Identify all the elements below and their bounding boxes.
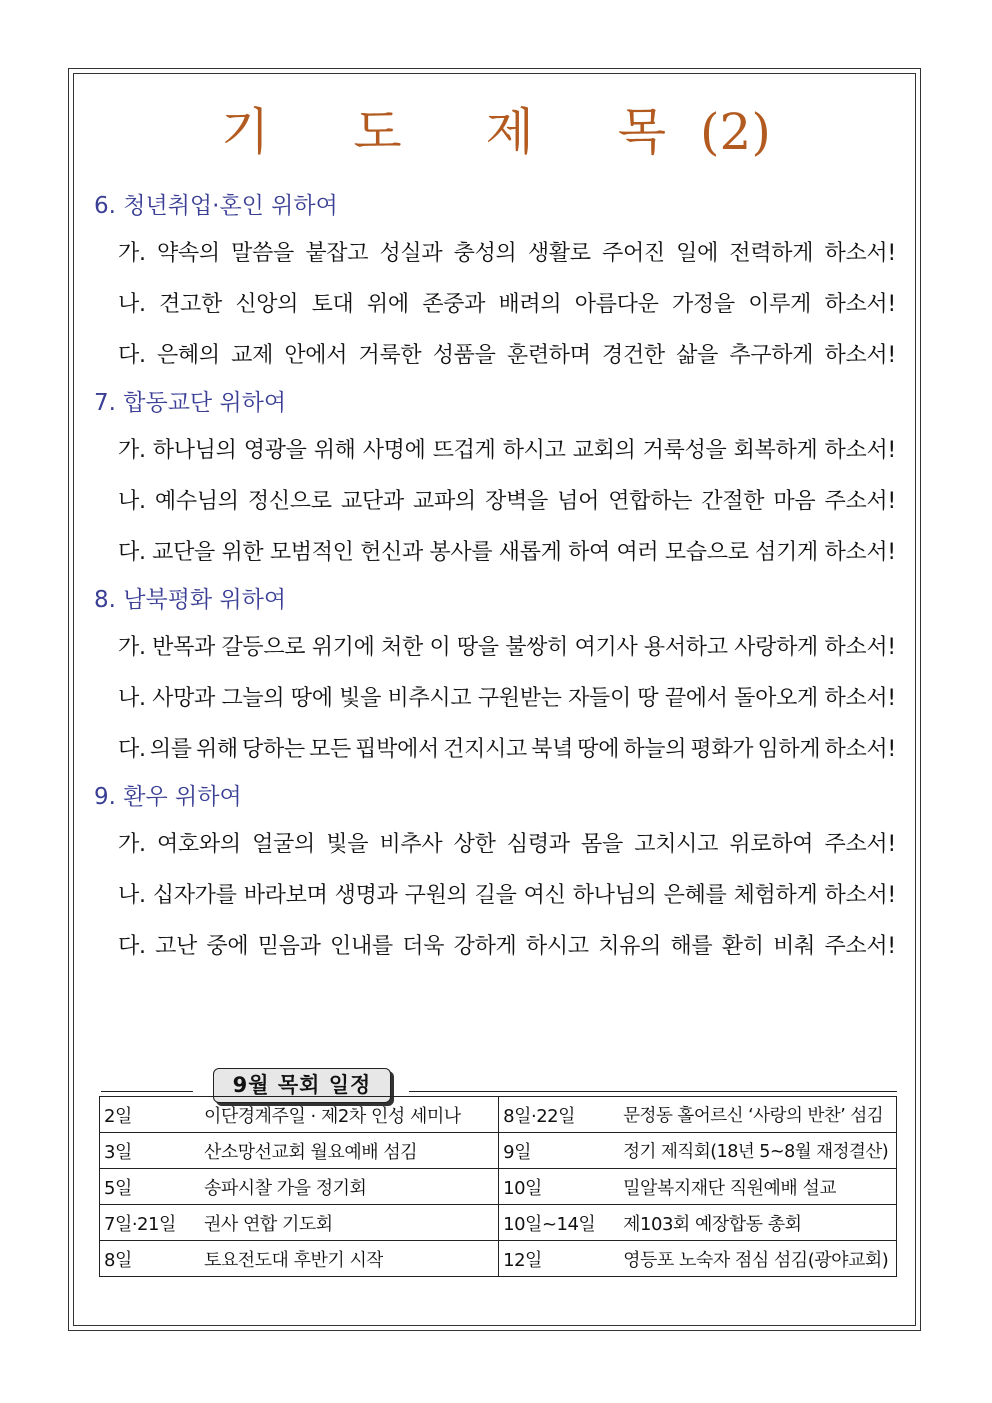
title-suffix: (2): [700, 103, 771, 161]
event-date: 9일: [503, 1141, 531, 1163]
event-name: 밀알복지재단 직원예배 설교: [623, 1177, 837, 1199]
schedule-cell: [100, 1133, 499, 1169]
divider: [101, 1091, 193, 1092]
prayer-item: 다. 고난 중에 믿음과 인내를 더욱 강하게 하시고 치유의 해를 환히 비춰 주소서!: [118, 934, 896, 959]
divider: [409, 1091, 897, 1092]
schedule-cell: [499, 1205, 897, 1241]
prayer-item: 다. 교단을 위한 모범적인 헌신과 봉사를 새롭게 하여 여러 모습으로 섬기게 하소서!: [118, 540, 896, 565]
table-row: [100, 1205, 897, 1241]
section-patients: [94, 775, 896, 972]
prayer-item: 나. 십자가를 바라보며 생명과 구원의 길을 여신 하나님의 은혜를 체험하게 하소서!: [118, 883, 896, 908]
event-name: 영등포 노숙자 점심 섬김(광야교회): [623, 1249, 889, 1271]
section-heading: 6. 청년취업·혼인 위하여: [94, 193, 338, 219]
page-title: [0, 92, 992, 164]
event-name: 토요전도대 후반기 시작: [204, 1249, 384, 1271]
prayer-item: 가. 여호와의 얼굴의 빛을 비추사 상한 심령과 몸을 고치시고 위로하여 주소서!: [118, 832, 896, 857]
section-heading: 9. 환우 위하여: [94, 784, 242, 810]
section-peace: [94, 578, 896, 775]
prayer-item: 다. 의를 위해 당하는 모든 핍박에서 건지시고 북녘 땅에 하늘의 평화가 임하게 하소서!: [118, 737, 896, 762]
section-heading: 7. 합동교단 위하여: [94, 390, 287, 416]
table-row: [100, 1133, 897, 1169]
event-date: 5일: [104, 1177, 132, 1199]
schedule-cell: [100, 1169, 499, 1205]
schedule-cell: [499, 1097, 897, 1133]
prayer-item: 가. 하나님의 영광을 위해 사명에 뜨겁게 하시고 교회의 거룩성을 회복하게 하소서!: [118, 438, 896, 463]
event-date: 7일·21일: [104, 1213, 176, 1235]
event-date: 8일: [104, 1249, 132, 1271]
event-name: 정기 제직회(18년 5~8월 재정결산): [623, 1142, 889, 1162]
prayer-item: 다. 은혜의 교제 안에서 거룩한 성품을 훈련하며 경건한 삶을 추구하게 하소서!: [118, 343, 896, 368]
prayer-item: 가. 약속의 말씀을 붙잡고 성실과 충성의 생활로 주어진 일에 전력하게 하소서!: [118, 241, 896, 266]
table-row: [100, 1241, 897, 1277]
schedule-label: 9월 목회 일정: [213, 1068, 391, 1103]
schedule-cell: [499, 1133, 897, 1169]
event-date: 10일: [503, 1177, 542, 1199]
event-name: 권사 연합 기도회: [204, 1213, 333, 1235]
schedule-cell: [499, 1169, 897, 1205]
prayer-item: 나. 사망과 그늘의 땅에 빛을 비추시고 구원받는 자들이 땅 끝에서 돌아오게 하소서!: [118, 686, 896, 711]
table-row: [100, 1097, 897, 1133]
event-name: 이단경계주일 · 제2차 인성 세미나: [204, 1105, 461, 1127]
event-date: 10일~14일: [503, 1213, 596, 1235]
prayer-item: 나. 견고한 신앙의 토대 위에 존중과 배려의 아름다운 가정을 이루게 하소서!: [118, 292, 896, 317]
section-denomination: [94, 381, 896, 578]
event-name: 송파시찰 가을 정기회: [204, 1177, 367, 1199]
schedule-cell: [100, 1205, 499, 1241]
event-name: 산소망선교회 월요예배 섬김: [204, 1141, 418, 1163]
prayer-item: 가. 반목과 갈등으로 위기에 처한 이 땅을 불쌍히 여기사 용서하고 사랑하게 하소서!: [118, 635, 896, 660]
event-name: 문정동 홀어르신 ‘사랑의 반찬’ 섬김: [623, 1106, 884, 1126]
section-heading: 8. 남북평화 위하여: [94, 587, 287, 613]
event-name: 제103회 예장합동 총회: [623, 1213, 802, 1235]
title-main: 기 도 제 목: [221, 103, 701, 161]
prayer-list: [94, 184, 896, 972]
event-date: 3일: [104, 1141, 132, 1163]
prayer-item: 나. 예수님의 정신으로 교단과 교파의 장벽을 넘어 연합하는 간절한 마음 주소서!: [118, 489, 896, 514]
schedule-cell: [499, 1241, 897, 1277]
schedule-cell: [100, 1241, 499, 1277]
event-date: 12일: [503, 1249, 542, 1271]
table-row: [100, 1169, 897, 1205]
event-date: 2일: [104, 1105, 132, 1127]
section-youth: [94, 184, 896, 381]
schedule-cell: [100, 1097, 499, 1133]
event-date: 8일·22일: [503, 1105, 576, 1127]
schedule-table: [99, 1096, 897, 1277]
